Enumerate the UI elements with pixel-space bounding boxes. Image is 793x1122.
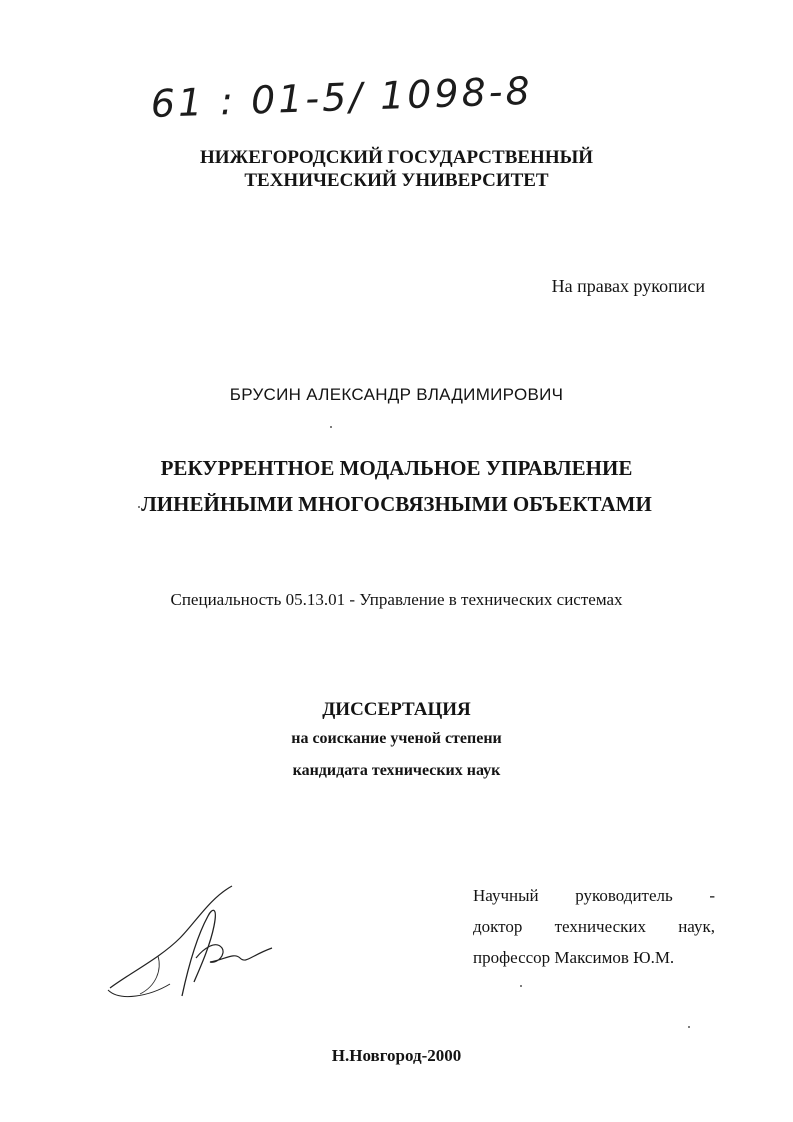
manuscript-rights-note: На правах рукописи <box>551 276 705 296</box>
dissertation-heading: ДИССЕРТАЦИЯ <box>322 699 471 720</box>
scan-speck <box>138 506 140 508</box>
supervisor-line-1: Научный руководитель - <box>473 886 715 905</box>
degree-line-2: кандидата технических наук <box>292 762 501 779</box>
dissertation-title <box>0 450 793 522</box>
scan-speck <box>688 1026 690 1028</box>
institution-name <box>0 146 793 192</box>
institution-line-1: НИЖЕГОРОДСКИЙ ГОСУДАРСТВЕННЫЙ <box>199 147 594 168</box>
scan-speck <box>330 426 332 428</box>
degree-line-1: на соискание ученой степени <box>291 730 502 747</box>
archive-stamp-code: 61 : 01-5/ 1098-8 <box>150 68 534 126</box>
handwritten-signature <box>100 878 275 1008</box>
scientific-supervisor <box>473 880 715 973</box>
degree-block <box>0 697 793 787</box>
specialty-line: Специальность 05.13.01 - Управление в технических системах <box>170 590 623 609</box>
place-and-year: Н.Новгород-2000 <box>331 1046 462 1065</box>
supervisor-line-3: профессор Максимов Ю.М. <box>473 948 675 967</box>
supervisor-line-2: доктор технических наук, <box>473 917 715 936</box>
title-line-2: ЛИНЕЙНЫМИ МНОГОСВЯЗНЫМИ ОБЪЕКТАМИ <box>141 492 652 516</box>
institution-line-2: ТЕХНИЧЕСКИЙ УНИВЕРСИТЕТ <box>244 170 549 191</box>
author-name: БРУСИН АЛЕКСАНДР ВЛАДИМИРОВИЧ <box>229 385 564 404</box>
title-line-1: РЕКУРРЕНТНОЕ МОДАЛЬНОЕ УПРАВЛЕНИЕ <box>160 456 633 480</box>
scan-speck <box>520 985 522 987</box>
